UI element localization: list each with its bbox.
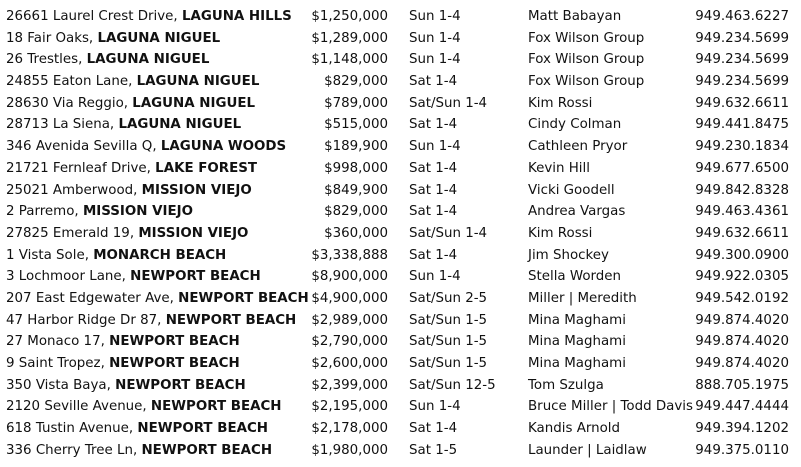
listing-phone: 949.234.5699 [695, 30, 789, 46]
listing-hours: Sat/Sun 1-4 [409, 225, 488, 241]
listing-phone: 949.300.0900 [695, 247, 789, 263]
listing-phone: 949.922.0305 [695, 269, 789, 285]
listing-city: NEWPORT BEACH [165, 312, 297, 328]
listing-street: 21721 Fernleaf Drive, [6, 160, 156, 176]
listing-agent: Bruce Miller | Todd Davis [528, 399, 694, 415]
listing-agent: Tom Szulga [528, 377, 604, 393]
listing-phone: 949.874.4020 [695, 334, 789, 350]
listing-address [6, 418, 268, 440]
listing-price: $515,000 [324, 117, 388, 133]
listing-address [6, 180, 252, 202]
listing-row [0, 201, 801, 223]
listing-hours: Sat 1-4 [409, 421, 458, 437]
listing-city: MISSION VIEJO [138, 225, 249, 241]
listing-price: $849,900 [324, 182, 388, 198]
listing-phone: 888.705.1975 [695, 377, 789, 393]
listing-city: LAGUNA NIGUEL [97, 30, 221, 46]
listing-address [6, 245, 226, 267]
listing-phone: 949.632.6611 [695, 95, 789, 111]
listing-address [6, 266, 261, 288]
listing-price: $2,195,000 [311, 399, 388, 415]
listing-hours: Sun 1-4 [409, 269, 461, 285]
listing-city: LAKE FOREST [155, 160, 258, 176]
listing-price: $2,399,000 [311, 377, 388, 393]
listing-price: $1,250,000 [311, 9, 388, 24]
listing-price: $829,000 [324, 204, 388, 220]
listing-hours: Sat/Sun 1-5 [409, 356, 488, 371]
listing-city: LAGUNA NIGUEL [118, 117, 242, 133]
listing-row [0, 158, 801, 180]
listing-hours: Sun 1-4 [409, 9, 461, 24]
listing-city: NEWPORT BEACH [141, 442, 273, 458]
listing-price: $8,900,000 [311, 269, 388, 285]
listing-phone: 949.447.4444 [695, 399, 789, 415]
listing-street: 18 Fair Oaks, [6, 30, 98, 46]
listing-agent: Kevin Hill [528, 160, 590, 176]
listing-agent: Stella Worden [528, 269, 622, 285]
listing-price: $1,980,000 [311, 442, 388, 458]
listing-agent: Mina Maghami [528, 312, 626, 328]
listing-address [6, 28, 220, 50]
listing-phone: 949.632.6611 [695, 225, 789, 241]
listing-address [6, 288, 309, 310]
listing-agent: Andrea Vargas [528, 204, 626, 220]
listing-street: 346 Avenida Sevilla Q, [6, 139, 161, 155]
listing-address [6, 93, 255, 115]
listing-hours: Sat/Sun 12-5 [409, 377, 496, 393]
listing-hours: Sat/Sun 2-5 [409, 290, 488, 306]
listing-city: LAGUNA WOODS [160, 139, 287, 155]
listing-row [0, 136, 801, 158]
listing-price: $2,989,000 [311, 312, 388, 328]
listing-phone: 949.542.0192 [695, 290, 789, 306]
listing-street: 28713 La Siena, [6, 117, 119, 133]
listing-phone: 949.394.1202 [695, 421, 789, 437]
listing-street: 47 Harbor Ridge Dr 87, [6, 312, 166, 328]
listing-phone: 949.842.8328 [695, 182, 789, 198]
listing-row [0, 266, 801, 288]
listing-city: LAGUNA NIGUEL [132, 95, 256, 111]
listing-agent: Kandis Arnold [528, 421, 621, 437]
listing-agent: Cindy Colman [528, 117, 622, 133]
listing-phone: 949.441.8475 [695, 117, 789, 133]
listing-street: 350 Vista Baya, [6, 377, 116, 393]
listing-address [6, 331, 240, 353]
listing-city: NEWPORT BEACH [130, 269, 261, 285]
listing-address [6, 353, 240, 375]
listing-hours: Sat 1-4 [409, 204, 458, 220]
listing-row [0, 49, 801, 71]
listing-row [0, 288, 801, 310]
listing-row [0, 223, 801, 245]
listing-phone: 949.874.4020 [695, 356, 789, 371]
listing-phone: 949.463.6227 [695, 9, 789, 24]
listing-address [6, 375, 246, 397]
listing-row [0, 28, 801, 50]
listing-price: $4,900,000 [311, 290, 388, 306]
listing-row [0, 331, 801, 353]
listing-street: 28630 Via Reggio, [6, 95, 133, 111]
listing-hours: Sat/Sun 1-5 [409, 334, 488, 350]
listing-agent: Cathleen Pryor [528, 139, 628, 155]
listing-phone: 949.463.4361 [695, 204, 789, 220]
listing-row [0, 418, 801, 440]
listing-hours: Sat 1-4 [409, 117, 458, 133]
listing-agent: Mina Maghami [528, 356, 626, 371]
listing-address [6, 114, 241, 136]
listing-row [0, 353, 801, 375]
listing-agent: Matt Babayan [528, 9, 622, 24]
open-house-listings [0, 6, 801, 461]
listing-agent: Kim Rossi [528, 225, 593, 241]
listing-price: $998,000 [324, 160, 388, 176]
listing-hours: Sun 1-4 [409, 30, 461, 46]
listing-hours: Sat/Sun 1-5 [409, 312, 488, 328]
listing-city: NEWPORT BEACH [109, 334, 240, 350]
listing-phone: 949.874.4020 [695, 312, 789, 328]
listing-agent: Fox Wilson Group [528, 30, 645, 46]
listing-row [0, 71, 801, 93]
listing-price: $2,600,000 [311, 356, 388, 371]
listing-street: 1 Vista Sole, [6, 247, 94, 263]
listing-price: $3,338,888 [311, 247, 388, 263]
listing-city: NEWPORT BEACH [115, 377, 246, 393]
listing-street: 3 Lochmoor Lane, [6, 269, 131, 285]
listing-city: MONARCH BEACH [93, 247, 227, 263]
listing-hours: Sat 1-4 [409, 74, 458, 90]
listing-city: NEWPORT BEACH [109, 356, 240, 371]
listing-phone: 949.234.5699 [695, 74, 789, 90]
listing-price: $2,178,000 [311, 421, 388, 437]
listing-city: LAGUNA NIGUEL [86, 52, 210, 68]
listing-price: $2,790,000 [311, 334, 388, 350]
listing-city: NEWPORT BEACH [178, 290, 309, 306]
listing-row [0, 114, 801, 136]
listing-agent: Fox Wilson Group [528, 74, 645, 90]
listing-phone: 949.230.1834 [695, 139, 789, 155]
listing-agent: Fox Wilson Group [528, 52, 645, 68]
listing-price: $189,900 [324, 139, 388, 155]
listing-agent: Jim Shockey [528, 247, 609, 263]
listing-agent: Mina Maghami [528, 334, 626, 350]
listing-city: MISSION VIEJO [141, 182, 252, 198]
listing-street: 9 Saint Tropez, [6, 356, 110, 371]
listing-address [6, 310, 296, 332]
listing-street: 26 Trestles, [6, 52, 87, 68]
listing-row [0, 93, 801, 115]
listing-row [0, 396, 801, 418]
listing-row [0, 245, 801, 267]
listing-address [6, 71, 259, 93]
listing-row [0, 310, 801, 332]
listing-phone: 949.375.0110 [695, 442, 789, 458]
listing-hours: Sun 1-4 [409, 52, 461, 68]
listing-street: 25021 Amberwood, [6, 182, 142, 198]
listing-price: $789,000 [324, 95, 388, 111]
listing-city: NEWPORT BEACH [137, 421, 268, 437]
listing-city: NEWPORT BEACH [150, 399, 282, 415]
listing-agent: Kim Rossi [528, 95, 593, 111]
listing-hours: Sun 1-4 [409, 139, 461, 155]
listing-phone: 949.677.6500 [695, 160, 789, 176]
listing-price: $829,000 [324, 74, 388, 90]
listing-street: 618 Tustin Avenue, [6, 421, 138, 437]
listing-phone: 949.234.5699 [695, 52, 789, 68]
listing-row [0, 375, 801, 397]
listing-street: 26661 Laurel Crest Drive, [6, 9, 182, 24]
listing-city: MISSION VIEJO [82, 204, 194, 220]
listing-price: $1,289,000 [311, 30, 388, 46]
listing-hours: Sat 1-4 [409, 182, 458, 198]
listing-street: 27 Monaco 17, [6, 334, 110, 350]
listing-address [6, 136, 286, 158]
listing-address [6, 158, 257, 180]
listing-street: 24855 Eaton Lane, [6, 74, 137, 90]
listing-row [0, 180, 801, 202]
listing-city: LAGUNA HILLS [181, 9, 292, 24]
listing-address [6, 49, 209, 71]
listing-street: 2 Parremo, [6, 204, 83, 220]
listing-address [6, 6, 292, 28]
listing-address [6, 440, 272, 462]
listing-street: 336 Cherry Tree Ln, [6, 442, 142, 458]
listing-hours: Sat 1-4 [409, 247, 458, 263]
listing-hours: Sun 1-4 [409, 399, 461, 415]
listing-hours: Sat 1-5 [409, 442, 458, 458]
listing-address [6, 201, 193, 223]
listing-price: $360,000 [324, 225, 388, 241]
listing-row [0, 440, 801, 462]
listing-city: LAGUNA NIGUEL [136, 74, 260, 90]
listing-street: 27825 Emerald 19, [6, 225, 139, 241]
listing-street: 207 East Edgewater Ave, [6, 290, 179, 306]
listing-address [6, 396, 282, 418]
listing-agent: Miller | Meredith [528, 290, 637, 306]
listing-agent: Launder | Laidlaw [528, 442, 647, 458]
listing-row [0, 6, 801, 28]
listing-hours: Sat/Sun 1-4 [409, 95, 488, 111]
listing-street: 2120 Seville Avenue, [6, 399, 151, 415]
listing-agent: Vicki Goodell [528, 182, 615, 198]
listing-address [6, 223, 248, 245]
listing-hours: Sat 1-4 [409, 160, 458, 176]
listing-price: $1,148,000 [311, 52, 388, 68]
